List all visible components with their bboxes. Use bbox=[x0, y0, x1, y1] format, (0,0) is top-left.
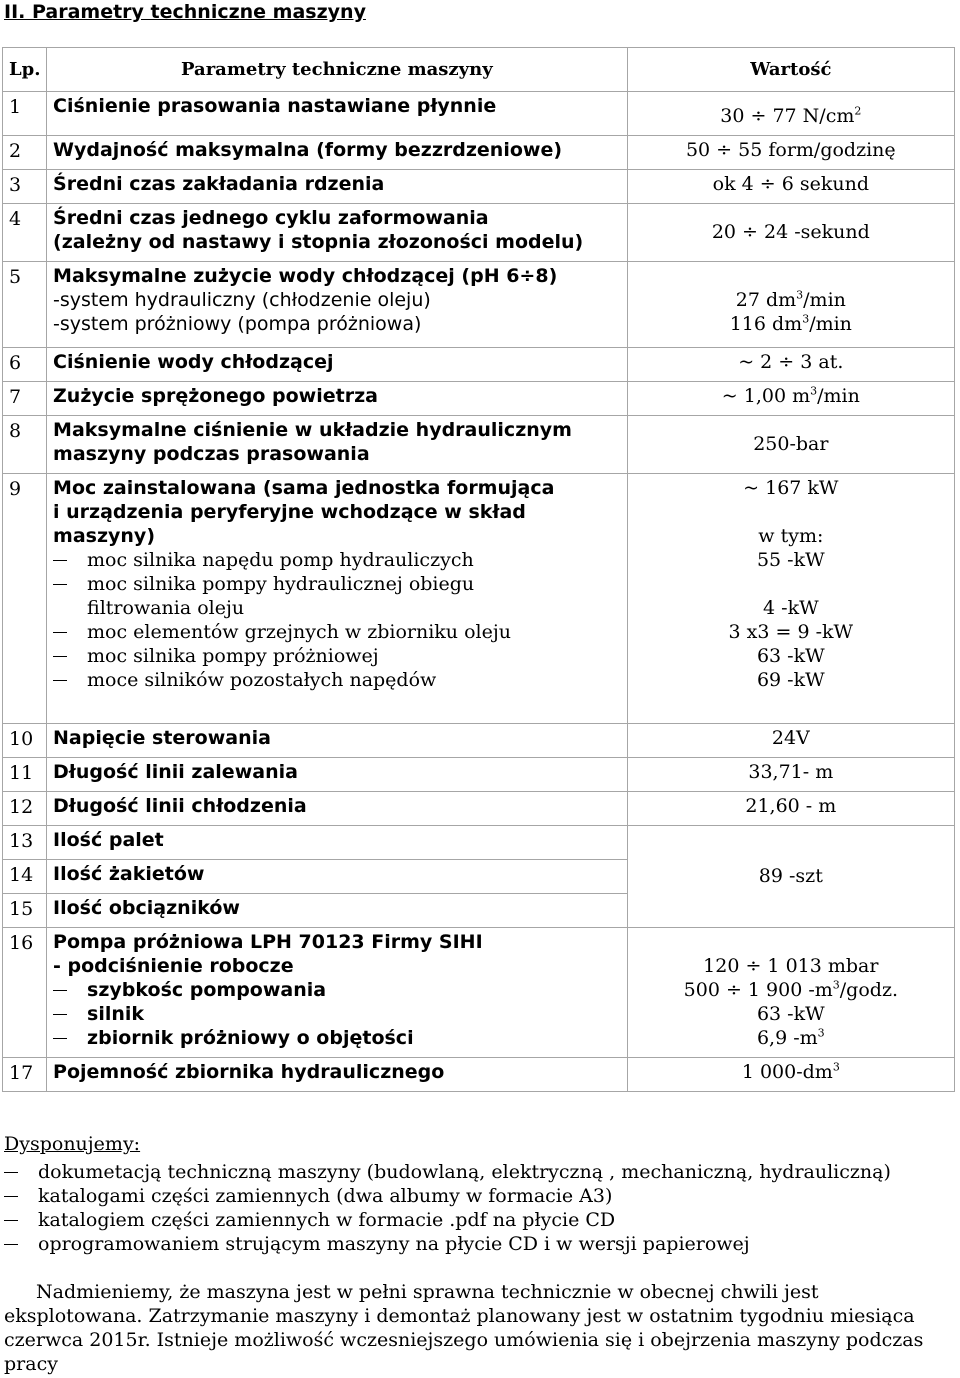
row-parameter bbox=[47, 724, 628, 758]
parameter-line: Ilość palet bbox=[53, 829, 164, 851]
row-parameter bbox=[47, 894, 628, 928]
notes-heading: Dysponujemy: bbox=[4, 1133, 141, 1155]
value-superscript: 3 bbox=[817, 1026, 825, 1040]
row-number: 2 bbox=[3, 136, 47, 170]
row-parameter bbox=[47, 860, 628, 894]
parameter-line: Wydajność maksymalna (formy bezzrdzeniowe) bbox=[53, 139, 563, 161]
value-text: 6,9 -m bbox=[756, 1027, 818, 1049]
value-superscript: 2 bbox=[854, 104, 862, 118]
parameter-line: Napięcie sterowania bbox=[53, 727, 271, 749]
row-number: 14 bbox=[3, 860, 47, 894]
row-value bbox=[627, 474, 954, 724]
value-line: 120 ÷ 1 013 mbar bbox=[703, 955, 879, 977]
notes-section bbox=[4, 1132, 954, 1376]
parameter-line: - podciśnienie robocze bbox=[53, 955, 294, 977]
value-text: /godz. bbox=[839, 979, 898, 1001]
row-parameter bbox=[47, 758, 628, 792]
row-number: 7 bbox=[3, 382, 47, 416]
table-row bbox=[3, 92, 955, 136]
parameter-line: Maksymalne zużycie wody chłodzącej (pH 6÷8) bbox=[53, 265, 558, 287]
parameter-line: i urządzenia peryferyjne wchodzące w skład bbox=[53, 501, 526, 523]
row-parameter bbox=[47, 204, 628, 262]
table-row bbox=[3, 382, 955, 416]
parameter-line: Ciśnienie wody chłodzącej bbox=[53, 351, 334, 373]
value-line: ~ 167 kW bbox=[743, 477, 839, 499]
row-number: 5 bbox=[3, 262, 47, 348]
value-line: 3 x3 = 9 -kW bbox=[728, 621, 854, 643]
parameter-line: Długość linii chłodzenia bbox=[53, 795, 307, 817]
table-row bbox=[3, 204, 955, 262]
table-row bbox=[3, 928, 955, 1058]
value-superscript: 3 bbox=[796, 288, 804, 302]
row-parameter bbox=[47, 382, 628, 416]
row-number: 12 bbox=[3, 792, 47, 826]
notes-paragraph: Nadmieniemy, że maszyna jest w pełni sprawna technicznie w obecnej chwili jest eksplotowana. Zatrzymanie maszyny i demontaż planowany jest w ostatnim tygodniu miesiąca czerwca 2015r. Istnieje możliwość wczesniejszego umówienia się i obejrzenia maszyny podczas pracy bbox=[4, 1281, 924, 1375]
parameter-line: Średni czas zakładania rdzenia bbox=[53, 173, 385, 195]
header-parameters: Parametry techniczne maszyny bbox=[47, 48, 628, 92]
row-value bbox=[627, 1058, 954, 1092]
sub-item: moc silnika pompy próżniowej bbox=[53, 644, 623, 668]
value-text: 116 dm bbox=[729, 313, 803, 335]
header-lp: Lp. bbox=[3, 48, 47, 92]
parameter-line: Zużycie sprężonego powietrza bbox=[53, 385, 378, 407]
sub-item: szybkośc pompowania bbox=[53, 978, 623, 1002]
table-row bbox=[3, 262, 955, 348]
parameter-line: Ilość obciązników bbox=[53, 897, 240, 919]
notes-list-item: oprogramowaniem strującym maszyny na płycie CD i w wersji papierowej bbox=[4, 1232, 954, 1256]
row-value: ok 4 ÷ 6 sekund bbox=[627, 170, 954, 204]
row-parameter bbox=[47, 262, 628, 348]
row-value bbox=[627, 262, 954, 348]
value-text: /min bbox=[803, 289, 846, 311]
value-text: 30 ÷ 77 N/cm bbox=[720, 105, 855, 127]
parameter-line: Ilość żakietów bbox=[53, 863, 205, 885]
parameter-line: maszyny podczas prasowania bbox=[53, 443, 370, 465]
parameter-line: Pompa próżniowa LPH 70123 Firmy SIHI bbox=[53, 931, 483, 953]
value-superscript: 3 bbox=[810, 384, 818, 398]
table-row bbox=[3, 758, 955, 792]
row-number: 8 bbox=[3, 416, 47, 474]
header-value: Wartość bbox=[627, 48, 954, 92]
sub-item: moce silników pozostałych napędów bbox=[53, 668, 623, 692]
table-row bbox=[3, 474, 955, 724]
sub-item: moc elementów grzejnych w zbiorniku oleju bbox=[53, 620, 623, 644]
value-text: ~ 1,00 m bbox=[721, 385, 811, 407]
table-row bbox=[3, 1058, 955, 1092]
row-parameter bbox=[47, 792, 628, 826]
parameter-line: (zależny od nastawy i stopnia złozoności modelu) bbox=[53, 231, 584, 253]
value-line bbox=[630, 1026, 952, 1050]
value-text: 1 000-dm bbox=[741, 1061, 833, 1083]
row-parameter bbox=[47, 136, 628, 170]
row-parameter bbox=[47, 170, 628, 204]
row-number: 10 bbox=[3, 724, 47, 758]
value-line: w tym: bbox=[758, 525, 824, 547]
value-line bbox=[630, 978, 952, 1002]
row-number: 4 bbox=[3, 204, 47, 262]
value-superscript: 3 bbox=[832, 978, 840, 992]
row-value: 250-bar bbox=[627, 416, 954, 474]
row-value bbox=[627, 92, 954, 136]
parameter-line: Ciśnienie prasowania nastawiane płynnie bbox=[53, 95, 497, 117]
row-parameter bbox=[47, 348, 628, 382]
value-line: 55 -kW bbox=[756, 549, 825, 571]
sub-item: moc silnika pompy hydraulicznej obiegu filtrowania oleju bbox=[53, 572, 623, 620]
value-superscript: 3 bbox=[802, 312, 810, 326]
value-line bbox=[630, 288, 952, 312]
row-number: 16 bbox=[3, 928, 47, 1058]
table-row bbox=[3, 416, 955, 474]
table-row bbox=[3, 136, 955, 170]
parameter-line: maszyny) bbox=[53, 525, 155, 547]
notes-list-item: dokumetacją techniczną maszyny (budowlaną, elektryczną , mechaniczną, hydrauliczną) bbox=[4, 1160, 954, 1184]
parameters-table bbox=[2, 47, 955, 1092]
sub-item: silnik bbox=[53, 1002, 623, 1026]
parameter-line: Długość linii zalewania bbox=[53, 761, 298, 783]
row-value bbox=[627, 382, 954, 416]
table-row bbox=[3, 348, 955, 382]
parameter-line: Moc zainstalowana (sama jednostka formująca bbox=[53, 477, 555, 499]
parameter-line: Średni czas jednego cyklu zaformowania bbox=[53, 207, 489, 229]
row-parameter bbox=[47, 416, 628, 474]
table-row bbox=[3, 792, 955, 826]
parameter-line: Pojemność zbiornika hydraulicznego bbox=[53, 1061, 445, 1083]
row-number: 9 bbox=[3, 474, 47, 724]
row-parameter bbox=[47, 92, 628, 136]
row-value: ~ 2 ÷ 3 at. bbox=[627, 348, 954, 382]
value-text: 27 dm bbox=[735, 289, 797, 311]
table-row bbox=[3, 826, 955, 860]
row-value: 24V bbox=[627, 724, 954, 758]
row-parameter bbox=[47, 474, 628, 724]
value-text: /min bbox=[809, 313, 852, 335]
row-number: 17 bbox=[3, 1058, 47, 1092]
row-value: 89 -szt bbox=[627, 826, 954, 928]
value-line: 63 -kW bbox=[756, 645, 825, 667]
row-parameter bbox=[47, 1058, 628, 1092]
value-superscript: 3 bbox=[832, 1060, 840, 1074]
notes-list-item: katalogami części zamiennych (dwa albumy w formacie A3) bbox=[4, 1184, 954, 1208]
table-row bbox=[3, 724, 955, 758]
row-number: 15 bbox=[3, 894, 47, 928]
value-line: 4 -kW bbox=[763, 597, 819, 619]
value-line: 69 -kW bbox=[756, 669, 825, 691]
row-number: 3 bbox=[3, 170, 47, 204]
row-value: 20 ÷ 24 -sekund bbox=[627, 204, 954, 262]
row-number: 1 bbox=[3, 92, 47, 136]
row-number: 6 bbox=[3, 348, 47, 382]
value-text: /min bbox=[817, 385, 860, 407]
table-header-row bbox=[3, 48, 955, 92]
row-value: 50 ÷ 55 form/godzinę bbox=[627, 136, 954, 170]
row-number: 11 bbox=[3, 758, 47, 792]
value-text: 500 ÷ 1 900 -m bbox=[683, 979, 833, 1001]
row-value: 33,71- m bbox=[627, 758, 954, 792]
parameter-line: -system hydrauliczny (chłodzenie oleju) bbox=[53, 289, 431, 311]
value-line: 63 -kW bbox=[756, 1003, 825, 1025]
sub-item: moc silnika napędu pomp hydrauliczych bbox=[53, 548, 623, 572]
sub-item: zbiornik próżniowy o objętości bbox=[53, 1026, 623, 1050]
row-value: 21,60 - m bbox=[627, 792, 954, 826]
row-parameter bbox=[47, 826, 628, 860]
table-row bbox=[3, 170, 955, 204]
notes-list-item: katalogiem części zamiennych w formacie .pdf na płycie CD bbox=[4, 1208, 954, 1232]
parameter-line: Maksymalne ciśnienie w układzie hydraulicznym bbox=[53, 419, 572, 441]
row-number: 13 bbox=[3, 826, 47, 860]
row-value bbox=[627, 928, 954, 1058]
section-title: II. Parametry techniczne maszyny bbox=[4, 1, 366, 23]
parameter-line: -system próżniowy (pompa próżniowa) bbox=[53, 313, 422, 335]
value-line bbox=[630, 312, 952, 336]
row-parameter bbox=[47, 928, 628, 1058]
